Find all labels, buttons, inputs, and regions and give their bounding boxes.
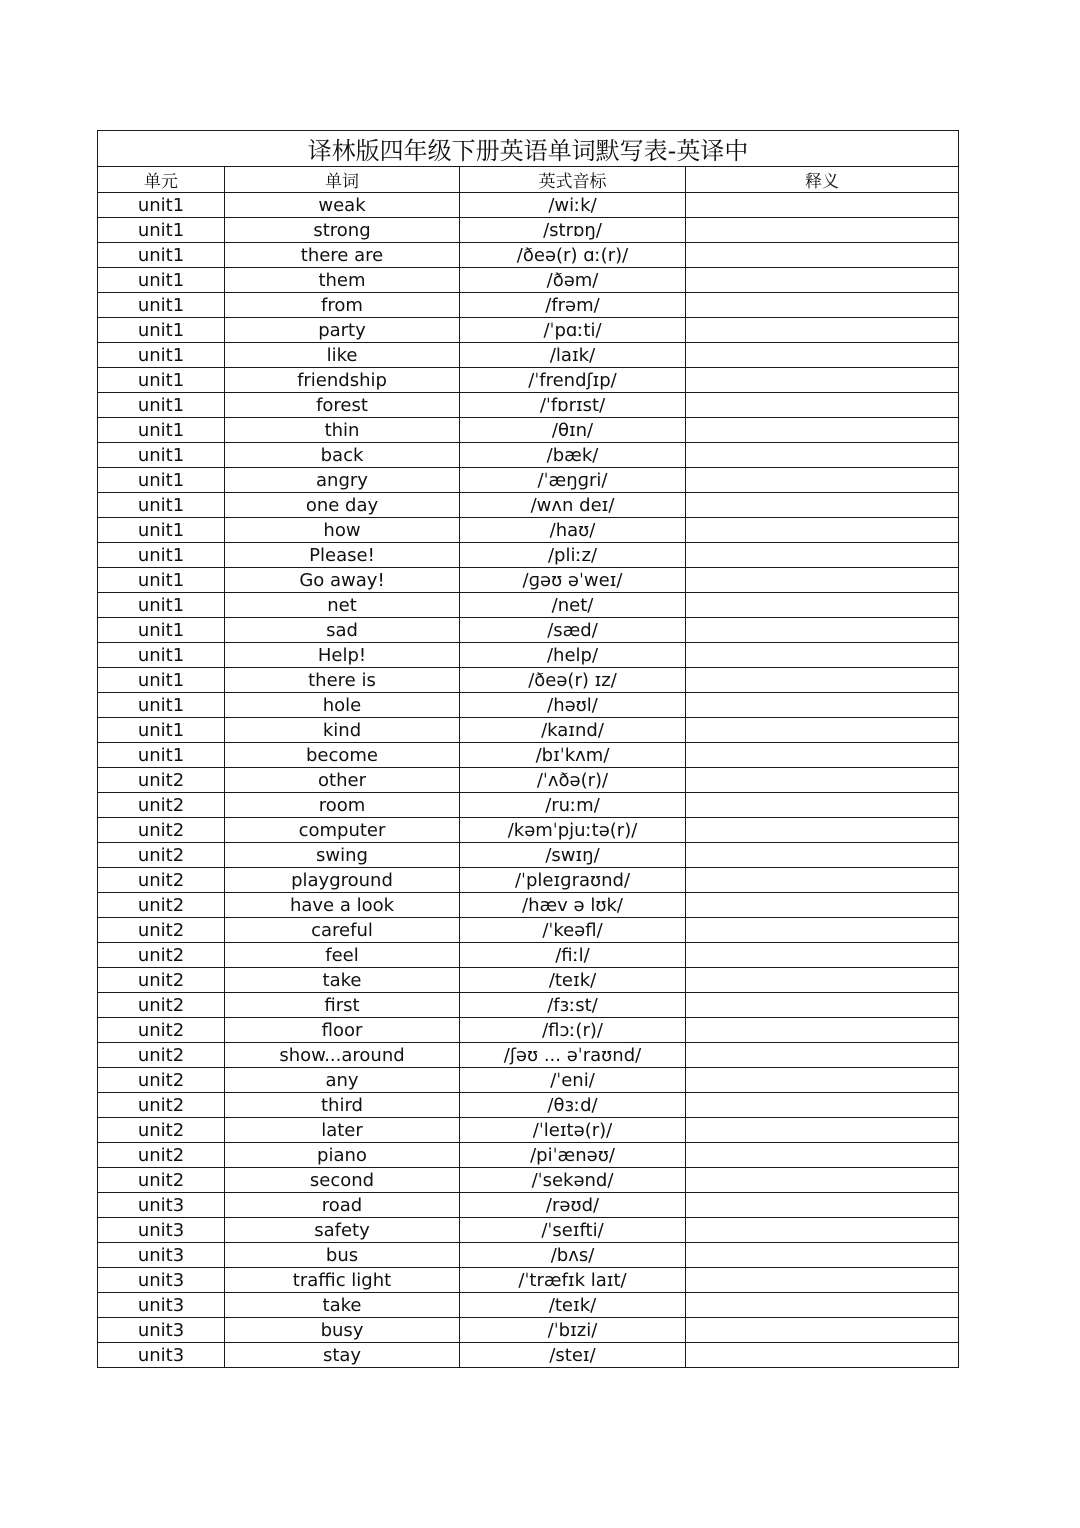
cell-word: first	[225, 993, 460, 1018]
cell-unit: unit2	[98, 1093, 225, 1118]
cell-meaning-blank	[686, 543, 959, 568]
cell-meaning-blank	[686, 268, 959, 293]
cell-ipa: /ˈsekənd/	[460, 1168, 686, 1193]
cell-ipa: /kaɪnd/	[460, 718, 686, 743]
table-row	[98, 743, 959, 768]
cell-ipa: /wiːk/	[460, 193, 686, 218]
cell-meaning-blank	[686, 343, 959, 368]
cell-unit: unit1	[98, 568, 225, 593]
table-row	[98, 218, 959, 243]
cell-meaning-blank	[686, 1093, 959, 1118]
cell-ipa: /swɪŋ/	[460, 843, 686, 868]
cell-meaning-blank	[686, 793, 959, 818]
cell-unit: unit2	[98, 1118, 225, 1143]
table-row	[98, 1268, 959, 1293]
cell-word: bus	[225, 1243, 460, 1268]
table-row	[98, 418, 959, 443]
cell-meaning-blank	[686, 318, 959, 343]
cell-word: angry	[225, 468, 460, 493]
cell-unit: unit1	[98, 718, 225, 743]
cell-ipa: /piˈænəʊ/	[460, 1143, 686, 1168]
cell-meaning-blank	[686, 993, 959, 1018]
table-row	[98, 968, 959, 993]
table-body	[98, 193, 959, 1368]
cell-ipa: /haʊ/	[460, 518, 686, 543]
cell-unit: unit3	[98, 1243, 225, 1268]
cell-unit: unit1	[98, 268, 225, 293]
cell-ipa: /ˈʌðə(r)/	[460, 768, 686, 793]
cell-meaning-blank	[686, 1243, 959, 1268]
cell-unit: unit2	[98, 1143, 225, 1168]
cell-meaning-blank	[686, 443, 959, 468]
cell-unit: unit2	[98, 893, 225, 918]
cell-unit: unit1	[98, 243, 225, 268]
cell-unit: unit1	[98, 443, 225, 468]
cell-unit: unit1	[98, 543, 225, 568]
cell-word: them	[225, 268, 460, 293]
table-row	[98, 1293, 959, 1318]
table-title: 译林版四年级下册英语单词默写表-英译中	[98, 131, 959, 167]
cell-ipa: /laɪk/	[460, 343, 686, 368]
table-row	[98, 1018, 959, 1043]
cell-ipa: /ˈseɪfti/	[460, 1218, 686, 1243]
cell-unit: unit1	[98, 468, 225, 493]
table-row	[98, 368, 959, 393]
cell-unit: unit2	[98, 918, 225, 943]
cell-meaning-blank	[686, 818, 959, 843]
cell-ipa: /ðəm/	[460, 268, 686, 293]
table-row	[98, 943, 959, 968]
table-row	[98, 1143, 959, 1168]
table-row	[98, 1168, 959, 1193]
cell-meaning-blank	[686, 968, 959, 993]
cell-word: take	[225, 1293, 460, 1318]
cell-ipa: /sæd/	[460, 618, 686, 643]
cell-ipa: /ˈtræfɪk laɪt/	[460, 1268, 686, 1293]
cell-meaning-blank	[686, 918, 959, 943]
cell-meaning-blank	[686, 693, 959, 718]
table-row	[98, 268, 959, 293]
cell-ipa: /wʌn deɪ/	[460, 493, 686, 518]
cell-meaning-blank	[686, 293, 959, 318]
cell-unit: unit3	[98, 1268, 225, 1293]
table-row	[98, 768, 959, 793]
cell-meaning-blank	[686, 493, 959, 518]
table-row	[98, 618, 959, 643]
table-row	[98, 1318, 959, 1343]
cell-unit: unit1	[98, 418, 225, 443]
cell-meaning-blank	[686, 1068, 959, 1093]
cell-unit: unit1	[98, 343, 225, 368]
cell-ipa: /teɪk/	[460, 968, 686, 993]
cell-unit: unit3	[98, 1318, 225, 1343]
cell-meaning-blank	[686, 668, 959, 693]
cell-ipa: /ruːm/	[460, 793, 686, 818]
cell-word: playground	[225, 868, 460, 893]
vocabulary-table	[97, 130, 959, 1368]
table-row	[98, 668, 959, 693]
cell-word: friendship	[225, 368, 460, 393]
cell-word: any	[225, 1068, 460, 1093]
cell-meaning-blank	[686, 468, 959, 493]
cell-unit: unit1	[98, 693, 225, 718]
title-row	[98, 131, 959, 167]
cell-ipa: /ˈleɪtə(r)/	[460, 1118, 686, 1143]
cell-unit: unit2	[98, 793, 225, 818]
cell-unit: unit1	[98, 668, 225, 693]
cell-unit: unit1	[98, 743, 225, 768]
cell-meaning-blank	[686, 1218, 959, 1243]
cell-ipa: /bæk/	[460, 443, 686, 468]
cell-meaning-blank	[686, 1168, 959, 1193]
table-row	[98, 593, 959, 618]
cell-ipa: /strɒŋ/	[460, 218, 686, 243]
table-row	[98, 243, 959, 268]
cell-unit: unit1	[98, 593, 225, 618]
cell-word: Go away!	[225, 568, 460, 593]
cell-meaning-blank	[686, 1043, 959, 1068]
table-row	[98, 1218, 959, 1243]
cell-meaning-blank	[686, 1318, 959, 1343]
cell-unit: unit2	[98, 768, 225, 793]
cell-unit: unit2	[98, 818, 225, 843]
table-row	[98, 1068, 959, 1093]
header-unit: 单元	[98, 167, 225, 193]
cell-unit: unit2	[98, 1018, 225, 1043]
cell-ipa: /kəmˈpjuːtə(r)/	[460, 818, 686, 843]
cell-unit: unit1	[98, 218, 225, 243]
cell-word: weak	[225, 193, 460, 218]
cell-word: back	[225, 443, 460, 468]
cell-meaning-blank	[686, 1343, 959, 1368]
cell-meaning-blank	[686, 743, 959, 768]
cell-ipa: /ˈfɒrɪst/	[460, 393, 686, 418]
cell-word: other	[225, 768, 460, 793]
cell-word: forest	[225, 393, 460, 418]
cell-ipa: /net/	[460, 593, 686, 618]
cell-unit: unit1	[98, 318, 225, 343]
cell-word: party	[225, 318, 460, 343]
cell-unit: unit1	[98, 193, 225, 218]
cell-unit: unit1	[98, 493, 225, 518]
cell-ipa: /help/	[460, 643, 686, 668]
table-row	[98, 643, 959, 668]
cell-word: take	[225, 968, 460, 993]
cell-word: net	[225, 593, 460, 618]
header-ipa: 英式音标	[460, 167, 686, 193]
cell-word: room	[225, 793, 460, 818]
cell-word: swing	[225, 843, 460, 868]
cell-word: second	[225, 1168, 460, 1193]
cell-word: feel	[225, 943, 460, 968]
table-row	[98, 543, 959, 568]
table-row	[98, 293, 959, 318]
cell-meaning-blank	[686, 393, 959, 418]
cell-word: third	[225, 1093, 460, 1118]
cell-word: one day	[225, 493, 460, 518]
table-row	[98, 568, 959, 593]
table-row	[98, 1043, 959, 1068]
table-row	[98, 318, 959, 343]
cell-unit: unit1	[98, 643, 225, 668]
cell-ipa: /frəm/	[460, 293, 686, 318]
cell-ipa: /bʌs/	[460, 1243, 686, 1268]
cell-word: floor	[225, 1018, 460, 1043]
cell-word: piano	[225, 1143, 460, 1168]
cell-meaning-blank	[686, 643, 959, 668]
cell-unit: unit3	[98, 1218, 225, 1243]
cell-ipa: /ðeə(r) ɑː(r)/	[460, 243, 686, 268]
cell-meaning-blank	[686, 1193, 959, 1218]
cell-meaning-blank	[686, 618, 959, 643]
cell-ipa: /fiːl/	[460, 943, 686, 968]
cell-meaning-blank	[686, 368, 959, 393]
cell-meaning-blank	[686, 943, 959, 968]
table-row	[98, 693, 959, 718]
cell-meaning-blank	[686, 418, 959, 443]
cell-unit: unit2	[98, 1043, 225, 1068]
cell-ipa: /ʃəʊ ... əˈraʊnd/	[460, 1043, 686, 1068]
cell-meaning-blank	[686, 243, 959, 268]
table-row	[98, 493, 959, 518]
cell-word: sad	[225, 618, 460, 643]
cell-word: like	[225, 343, 460, 368]
cell-meaning-blank	[686, 1143, 959, 1168]
cell-ipa: /ˈæŋɡri/	[460, 468, 686, 493]
cell-meaning-blank	[686, 843, 959, 868]
cell-unit: unit2	[98, 1168, 225, 1193]
cell-word: from	[225, 293, 460, 318]
cell-word: later	[225, 1118, 460, 1143]
table-row	[98, 443, 959, 468]
cell-unit: unit1	[98, 618, 225, 643]
table-row	[98, 1118, 959, 1143]
cell-unit: unit2	[98, 943, 225, 968]
cell-unit: unit2	[98, 843, 225, 868]
cell-ipa: /ˈpɑːti/	[460, 318, 686, 343]
table-row	[98, 393, 959, 418]
cell-ipa: /teɪk/	[460, 1293, 686, 1318]
cell-meaning-blank	[686, 568, 959, 593]
table-row	[98, 343, 959, 368]
cell-word: strong	[225, 218, 460, 243]
table-row	[98, 518, 959, 543]
cell-ipa: /ɡəʊ əˈweɪ/	[460, 568, 686, 593]
cell-word: traffic light	[225, 1268, 460, 1293]
cell-meaning-blank	[686, 1118, 959, 1143]
cell-unit: unit3	[98, 1343, 225, 1368]
table-row	[98, 718, 959, 743]
cell-word: safety	[225, 1218, 460, 1243]
cell-word: kind	[225, 718, 460, 743]
cell-word: stay	[225, 1343, 460, 1368]
cell-ipa: /flɔː(r)/	[460, 1018, 686, 1043]
cell-ipa: /fɜːst/	[460, 993, 686, 1018]
cell-unit: unit2	[98, 868, 225, 893]
cell-word: thin	[225, 418, 460, 443]
cell-unit: unit1	[98, 393, 225, 418]
cell-ipa: /ˈfrendʃɪp/	[460, 368, 686, 393]
cell-word: computer	[225, 818, 460, 843]
cell-ipa: /ˈbɪzi/	[460, 1318, 686, 1343]
cell-word: road	[225, 1193, 460, 1218]
cell-word: Help!	[225, 643, 460, 668]
table-row	[98, 1243, 959, 1268]
table-row	[98, 918, 959, 943]
header-word: 单词	[225, 167, 460, 193]
cell-unit: unit1	[98, 293, 225, 318]
cell-ipa: /bɪˈkʌm/	[460, 743, 686, 768]
cell-unit: unit1	[98, 368, 225, 393]
table-row	[98, 193, 959, 218]
cell-word: hole	[225, 693, 460, 718]
cell-word: show...around	[225, 1043, 460, 1068]
cell-ipa: /steɪ/	[460, 1343, 686, 1368]
cell-word: there are	[225, 243, 460, 268]
cell-ipa: /ðeə(r) ɪz/	[460, 668, 686, 693]
cell-unit: unit3	[98, 1193, 225, 1218]
cell-word: there is	[225, 668, 460, 693]
cell-word: careful	[225, 918, 460, 943]
cell-ipa: /ˈkeəfl/	[460, 918, 686, 943]
cell-meaning-blank	[686, 893, 959, 918]
cell-meaning-blank	[686, 518, 959, 543]
cell-meaning-blank	[686, 593, 959, 618]
cell-ipa: /rəʊd/	[460, 1193, 686, 1218]
table-row	[98, 1343, 959, 1368]
cell-ipa: /həʊl/	[460, 693, 686, 718]
table-row	[98, 1093, 959, 1118]
cell-meaning-blank	[686, 1018, 959, 1043]
cell-meaning-blank	[686, 1293, 959, 1318]
cell-unit: unit1	[98, 518, 225, 543]
cell-unit: unit3	[98, 1293, 225, 1318]
cell-word: busy	[225, 1318, 460, 1343]
table-row	[98, 468, 959, 493]
cell-meaning-blank	[686, 218, 959, 243]
cell-ipa: /θɪn/	[460, 418, 686, 443]
header-meaning: 释义	[686, 167, 959, 193]
table-row	[98, 993, 959, 1018]
cell-meaning-blank	[686, 1268, 959, 1293]
cell-word: Please!	[225, 543, 460, 568]
cell-word: have a look	[225, 893, 460, 918]
table-row	[98, 843, 959, 868]
table-row	[98, 893, 959, 918]
table-row	[98, 1193, 959, 1218]
table-row	[98, 868, 959, 893]
cell-unit: unit2	[98, 1068, 225, 1093]
cell-word: become	[225, 743, 460, 768]
cell-meaning-blank	[686, 868, 959, 893]
cell-ipa: /hæv ə lʊk/	[460, 893, 686, 918]
cell-word: how	[225, 518, 460, 543]
cell-ipa: /ˈpleɪɡraʊnd/	[460, 868, 686, 893]
cell-unit: unit2	[98, 993, 225, 1018]
table-row	[98, 793, 959, 818]
cell-ipa: /ˈeni/	[460, 1068, 686, 1093]
cell-ipa: /θɜːd/	[460, 1093, 686, 1118]
cell-meaning-blank	[686, 768, 959, 793]
header-row	[98, 167, 959, 193]
cell-meaning-blank	[686, 718, 959, 743]
cell-unit: unit2	[98, 968, 225, 993]
table-row	[98, 818, 959, 843]
cell-ipa: /pliːz/	[460, 543, 686, 568]
cell-meaning-blank	[686, 193, 959, 218]
